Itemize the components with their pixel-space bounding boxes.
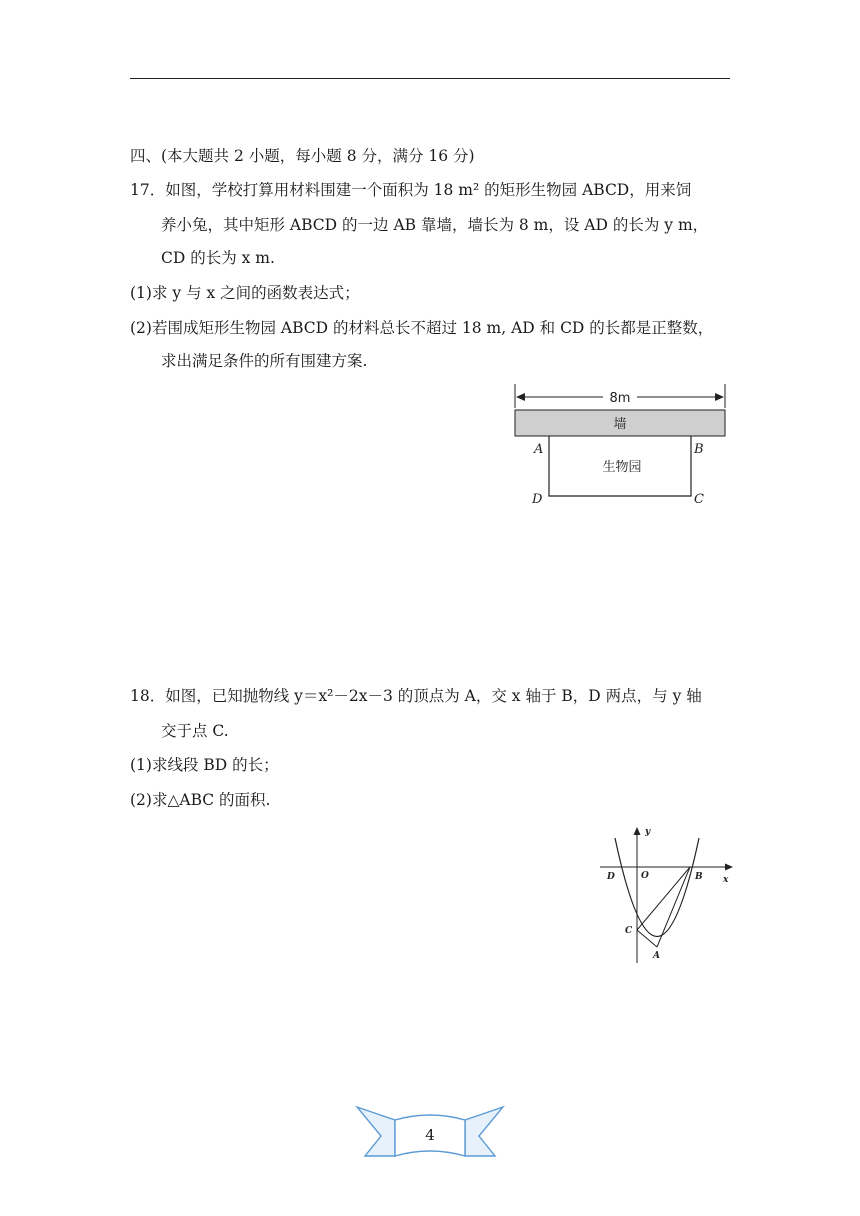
x-axis-arrow (725, 864, 733, 871)
section-header: 四、(本大题共 2 小题，每小题 8 分，满分 16 分) (130, 147, 475, 165)
q18-part-2: (2)求△ABC 的面积. (130, 791, 271, 809)
q17-part-1: (1)求 y 与 x 之间的函数表达式； (130, 284, 360, 302)
q17-line-1: 17．如图，学校打算用材料围建一个面积为 18 m² 的矩形生物园 ABCD，用来饲 (130, 181, 692, 199)
page-number: 4 (425, 1126, 435, 1144)
width-label: 8m (609, 391, 631, 406)
y-axis-arrow (634, 827, 641, 835)
q17-part-2-line-2: 求出满足条件的所有围建方案. (161, 352, 368, 370)
point-b-label: B (694, 442, 704, 457)
q18-line-2: 交于点 C. (161, 722, 229, 740)
garden-figure (505, 380, 735, 510)
q18-line-1: 18．如图，已知抛物线 y＝x²－2x－3 的顶点为 A，交 x 轴于 B，D 两点，与 y 轴 (130, 687, 702, 705)
segment-ca (637, 930, 657, 947)
parabola-curve (615, 838, 699, 937)
point-c-label: C (625, 926, 633, 936)
point-b-label: B (695, 872, 703, 882)
q18-part-1: (1)求线段 BD 的长； (130, 756, 279, 774)
point-c-label: C (694, 492, 704, 507)
top-rule (130, 78, 730, 79)
point-d-label: D (532, 492, 543, 507)
q17-part-2-line-1: (2)若围成矩形生物园 ABCD 的材料总长不超过 18 m, AD 和 CD 的长都是正整数， (130, 319, 714, 337)
point-a-label: A (534, 442, 544, 457)
origin-label: O (641, 871, 649, 881)
wall-label: 墙 (613, 417, 627, 432)
parabola-figure (595, 820, 740, 970)
segment-ab (657, 867, 690, 947)
arrowhead-right (715, 393, 724, 401)
q17-line-2: 养小兔，其中矩形 ABCD 的一边 AB 靠墙，墙长为 8 m，设 AD 的长为 y m， (161, 216, 709, 234)
garden-label: 生物园 (602, 460, 642, 475)
x-axis-label: x (723, 875, 729, 885)
point-a-label: A (653, 951, 660, 961)
q17-line-3: CD 的长为 x m. (161, 249, 275, 267)
y-axis-label: y (645, 827, 651, 837)
arrowhead-left (516, 393, 525, 401)
point-d-label: D (607, 872, 615, 882)
